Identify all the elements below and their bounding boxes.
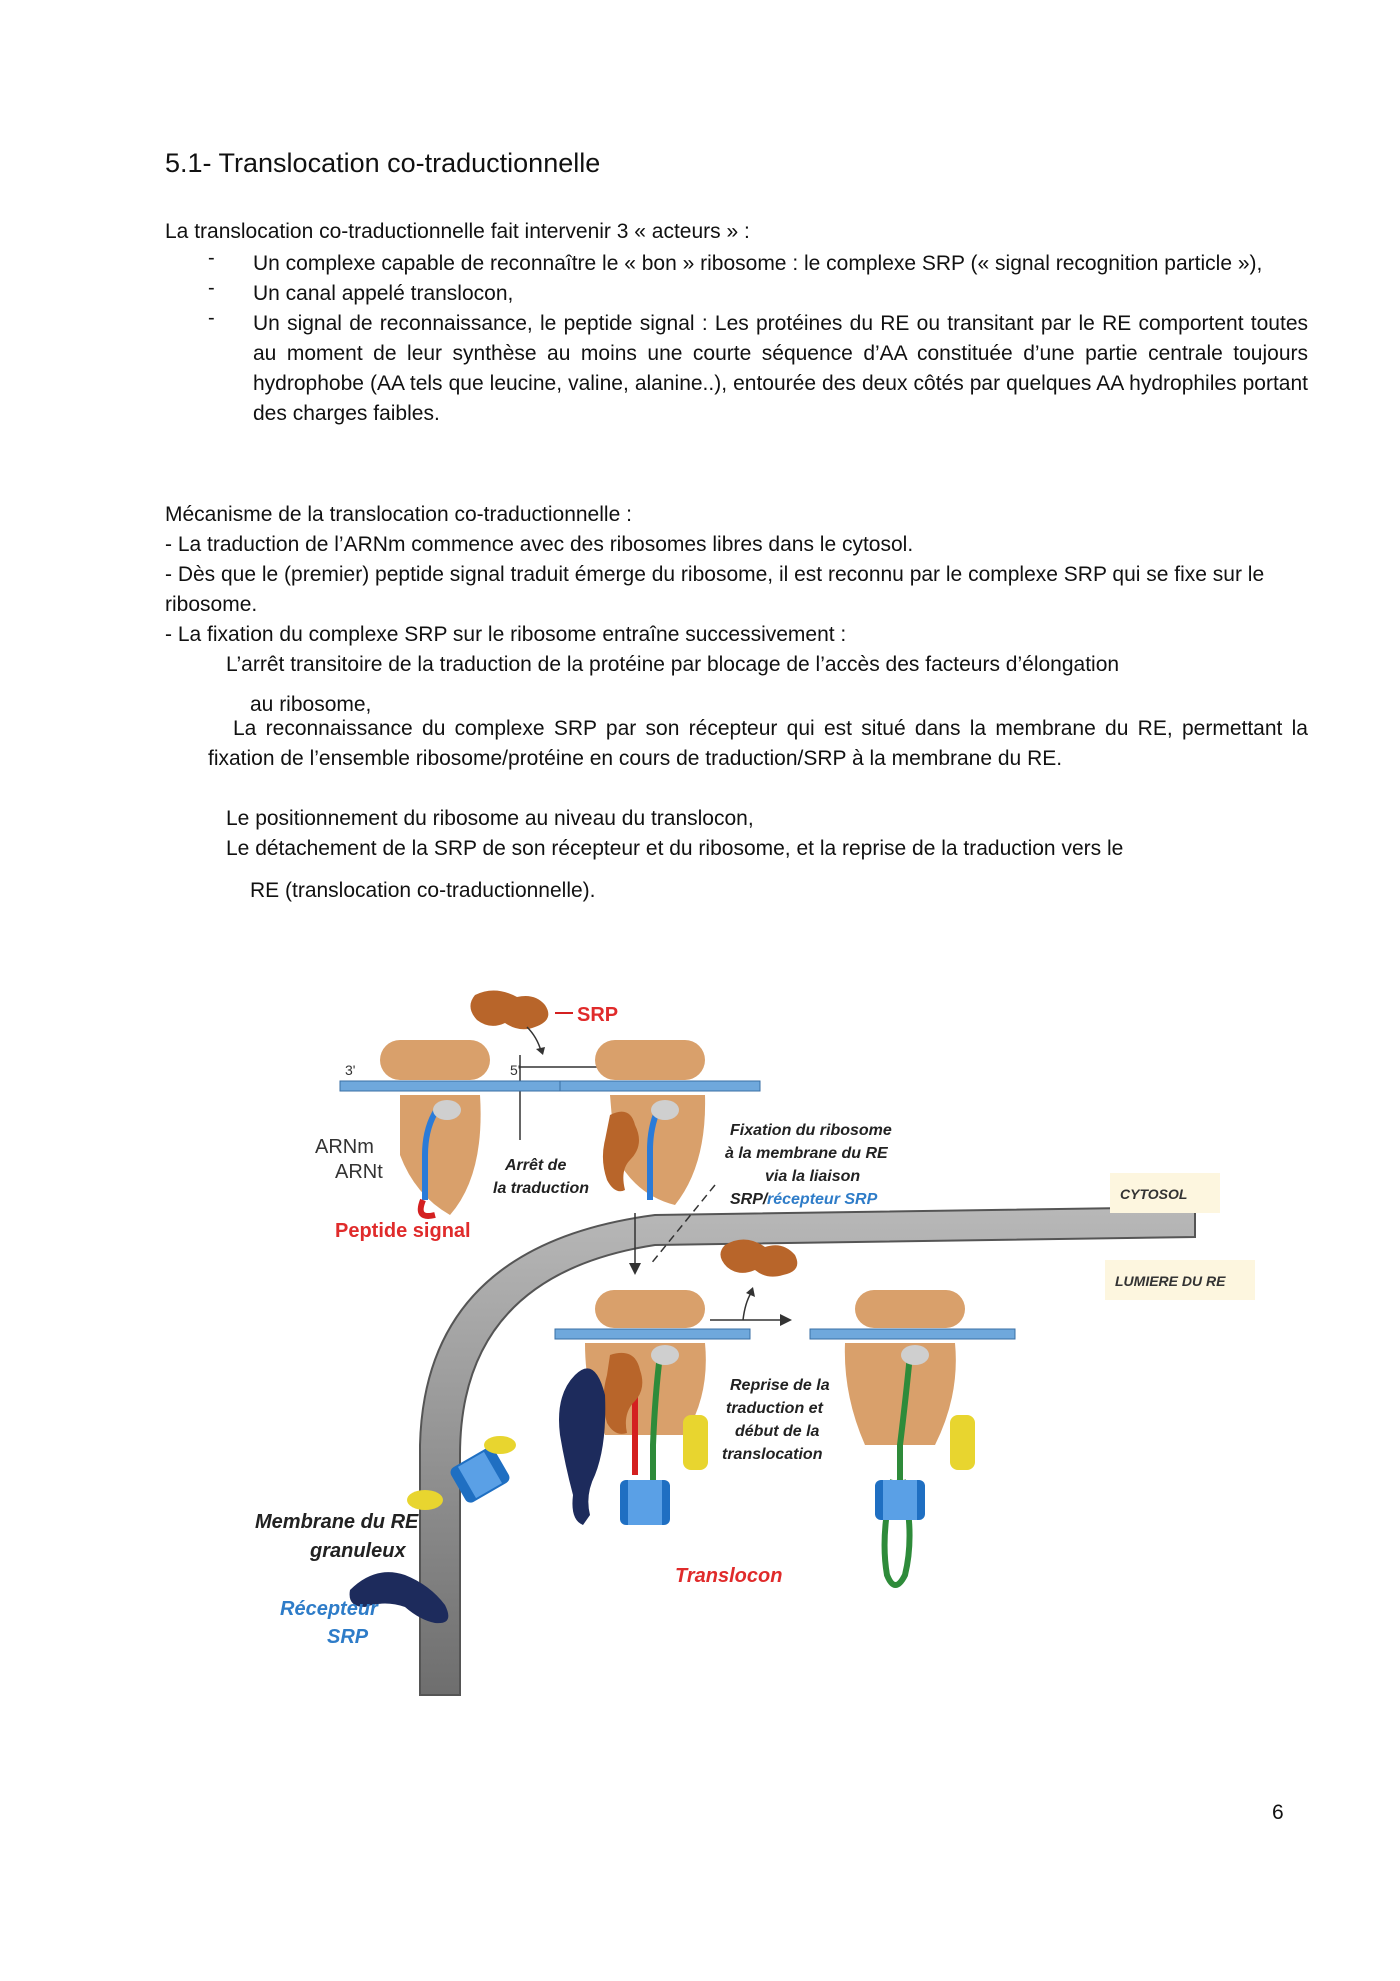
srp-receptor-bound: [559, 1368, 605, 1525]
ribosome-1: [315, 1040, 580, 1242]
fixation-line3: via la liaison: [765, 1168, 861, 1185]
arrow-step3: [710, 1287, 792, 1326]
arret-label-line1: Arrêt de: [505, 1157, 567, 1174]
membrane-label-line1: Membrane du RE: [255, 1511, 419, 1533]
actor-srp-complex: - Un complexe capable de reconnaître le « bon » ribosome : le complexe SRP (« signal recognition particle »),: [208, 249, 1308, 279]
arret-label-line2: la traduction: [493, 1180, 590, 1197]
ribosome-4: [810, 1290, 1015, 1585]
arnm-label: ARNm: [315, 1136, 374, 1158]
substep-3: Le positionnement du ribosome au niveau du translocon,: [226, 807, 754, 830]
translocon-label: Translocon: [675, 1565, 783, 1587]
step-2: - Dès que le (premier) peptide signal traduit émerge du ribosome, il est reconnu par le complexe SRP qui se fixe sur le ribosome.: [165, 563, 1265, 616]
membrane-label-line2: granuleux: [310, 1540, 406, 1562]
fixation-line1: Fixation du ribosome: [730, 1122, 892, 1139]
reprise-line4: translocation: [722, 1446, 823, 1463]
three-prime-label: 3': [345, 1062, 356, 1078]
actor-translocon: - Un canal appelé translocon,: [208, 279, 1308, 309]
page-number: 6: [1272, 1801, 1284, 1824]
substep-2: La reconnaissance du complexe SRP par son récepteur qui est situé dans la membrane du RE, permettant la fixation de l’ensemble ribosome/protéine en cours de traduction/SRP à la membrane du RE.: [208, 717, 1308, 770]
cytosol-box: [1110, 1173, 1220, 1213]
recepteur-label-line1: Récepteur: [280, 1598, 378, 1620]
fixation-line4a: SRP/: [730, 1191, 768, 1208]
recepteur-label-line2: SRP: [327, 1626, 369, 1648]
reprise-line1: Reprise de la: [730, 1377, 830, 1394]
step-1: - La traduction de l’ARNm commence avec des ribosomes libres dans le cytosol.: [165, 533, 914, 556]
peptide-signal-label: Peptide signal: [335, 1220, 471, 1242]
actors-list: [208, 249, 1308, 429]
substep-4a: Le détachement de la SRP de son récepteur et du ribosome, et la reprise de la traduction vers le: [226, 837, 1124, 860]
translocation-diagram: [255, 975, 1275, 1715]
arnt-label: ARNt: [335, 1161, 383, 1183]
actor-peptide-signal: - Un signal de reconnaissance, le peptide signal : Les protéines du RE ou transitant par le RE comportent toutes au moment de leur synthèse au moins une courte séquence d’AA constituée d’une partie centrale toujours hydrophobe (AA tels que leucine, valine, alanine..), entourée des deux côtés par quelques AA hydrophiles portant des charges faibles.: [208, 309, 1308, 429]
srp-released: [720, 1239, 797, 1276]
cytosol-label: CYTOSOL: [1120, 1186, 1188, 1202]
five-prime-label: 5': [510, 1062, 521, 1078]
lumen-label: LUMIERE DU RE: [1115, 1273, 1226, 1289]
srp-free-top: [470, 990, 618, 1029]
intro-paragraph: La translocation co-traductionnelle fait intervenir 3 « acteurs » :: [165, 220, 750, 243]
substep-1b: au ribosome,: [250, 693, 372, 716]
reprise-line3: début de la: [735, 1423, 820, 1440]
mechanism-title: Mécanisme de la translocation co-traductionnelle :: [165, 503, 632, 526]
reprise-line2: traduction et: [726, 1400, 823, 1417]
substep-1a: L’arrêt transitoire de la traduction de la protéine par blocage de l’accès des facteurs d’élongation: [226, 653, 1120, 676]
section-heading: 5.1- Translocation co-traductionnelle: [165, 148, 601, 178]
step-3: - La fixation du complexe SRP sur le ribosome entraîne successivement :: [165, 623, 847, 646]
substep-4b: RE (translocation co-traductionnelle).: [250, 879, 596, 902]
lumen-box: [1105, 1260, 1255, 1300]
mechanism-steps: [165, 530, 1325, 650]
fixation-line4b: récepteur SRP: [767, 1191, 878, 1208]
srp-label: SRP: [577, 1004, 619, 1026]
fixation-line2: à la membrane du RE: [725, 1145, 888, 1162]
